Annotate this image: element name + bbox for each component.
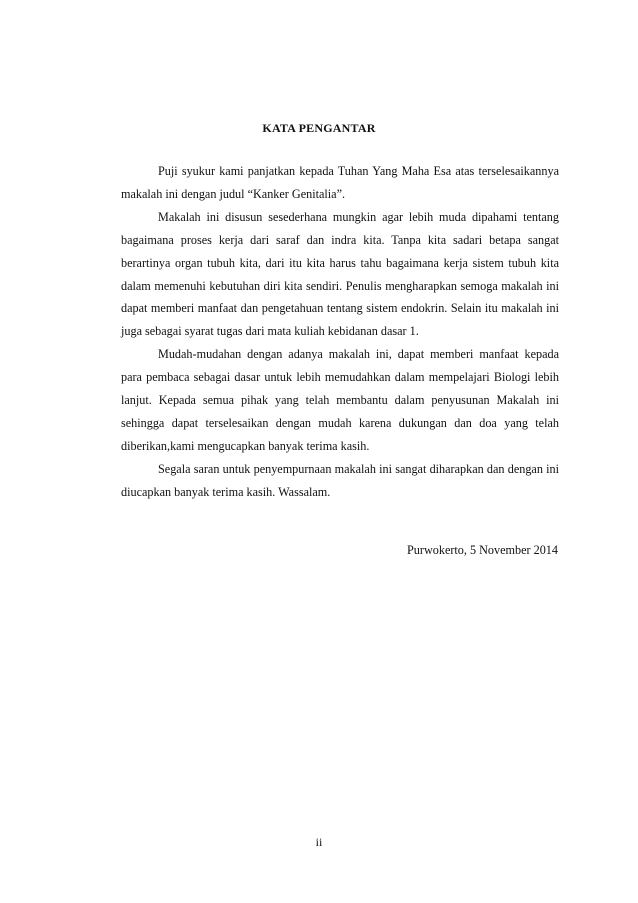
paragraph-1: Puji syukur kami panjatkan kepada Tuhan Yang Maha Esa atas terselesaikannya makalah ini dengan judul “Kanker Genitalia”.: [121, 164, 559, 201]
page-title: KATA PENGANTAR: [262, 121, 376, 135]
document-body: [121, 160, 559, 504]
paragraph-2: Makalah ini disusun sesederhana mungkin agar lebih muda dipahami tentang bagaimana proses kerja dari saraf dan indra kita. Tanpa kita sadari betapa sangat berartinya organ tubuh kita, dari itu kita harus tahu bagaimana kerja sistem tubuh kita dalam memenuhi kebutuhan diri kita sendiri. Penulis mengharapkan semoga makalah ini dapat memberi manfaat dan pengetahuan tentang sistem endokrin. Selain itu makalah ini juga sebagai syarat tugas dari mata kuliah kebidanan dasar 1.: [121, 209, 559, 339]
signature-line: Purwokerto, 5 November 2014: [407, 543, 558, 557]
paragraph-3: Mudah-mudahan dengan adanya makalah ini, dapat memberi manfaat kepada para pembaca sebagai dasar untuk lebih memudahkan dalam mempelajari Biologi lebih lanjut. Kepada semua pihak yang telah membantu dalam penyusunan Makalah ini sehingga dapat terselesaikan dengan mudah karena dukungan dan doa yang telah diberikan,kami mengucapkan banyak terima kasih.: [121, 347, 559, 453]
paragraph-4: Segala saran untuk penyempurnaan makalah ini sangat diharapkan dan dengan ini diucapkan banyak terima kasih. Wassalam.: [121, 461, 559, 499]
page-number: ii: [315, 835, 323, 849]
